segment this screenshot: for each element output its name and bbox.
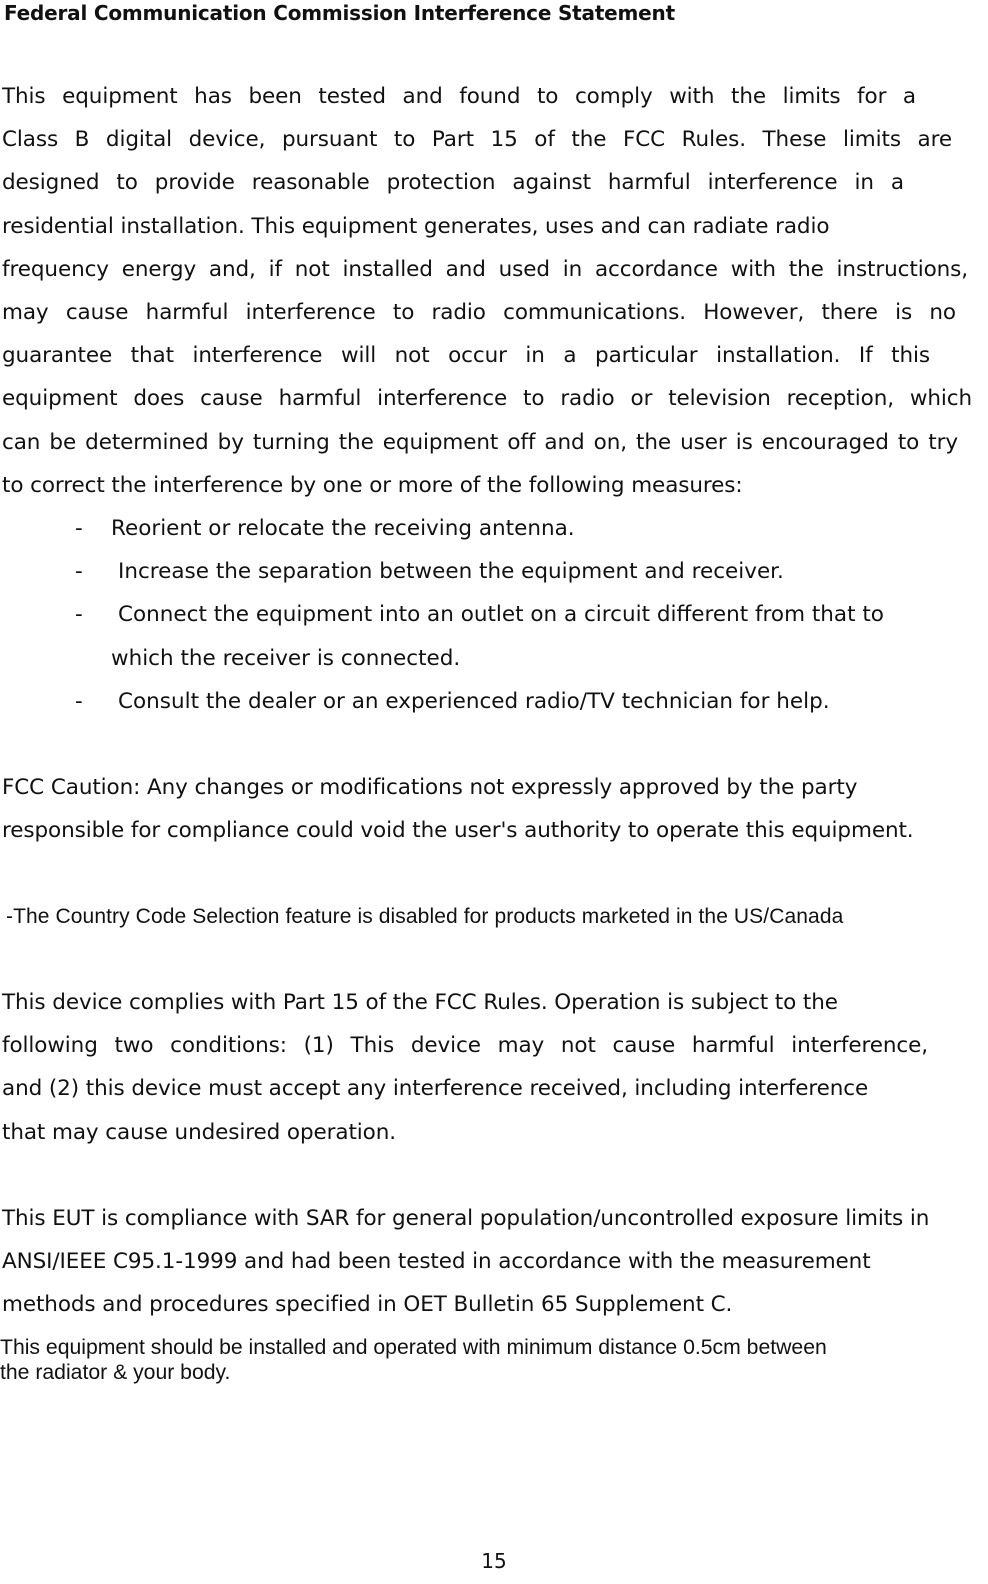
paragraph-line: designed to provide reasonable protection against harmful interference in a <box>2 170 904 196</box>
paragraph-line: and (2) this device must accept any interference received, including interference <box>2 1076 869 1102</box>
paragraph-line: This EUT is compliance with SAR for general population/uncontrolled exposure limits in <box>2 1206 930 1231</box>
list-item-text: Increase the separation between the equipment and receiver. <box>118 559 784 585</box>
paragraph-line: may cause harmful interference to radio communications. However, there is no <box>2 299 956 325</box>
list-item <box>75 550 884 593</box>
part15-paragraph <box>2 981 928 1154</box>
paragraph-line: frequency energy and, if not installed and used in accordance with the instructions, <box>2 256 968 282</box>
paragraph-line: ANSI/IEEE C95.1-1999 and had been tested in accordance with the measurement <box>2 1249 871 1275</box>
sar-paragraph <box>2 1197 929 1327</box>
list-item <box>75 593 884 636</box>
dash-marker: - <box>75 602 83 628</box>
paragraph-line: equipment does cause harmful interference to radio or television reception, which <box>2 386 972 412</box>
paragraph-line: can be determined by turning the equipment off and on, the user is encouraged to try <box>2 429 958 455</box>
list-item-continuation <box>75 637 884 680</box>
dash-marker: - <box>75 688 83 714</box>
list-item-text: Connect the equipment into an outlet on a circuit different from that to <box>118 602 884 628</box>
paragraph-line: guarantee that interference will not occur in a particular installation. If this <box>2 343 930 369</box>
paragraph-line: the radiator & your body. <box>0 1361 231 1384</box>
list-item <box>75 680 884 723</box>
country-code-note: -The Country Code Selection feature is disabled for products marketed in the US/Canada <box>6 905 844 928</box>
paragraph-line: to correct the interference by one or more of the following measures: <box>2 472 743 498</box>
paragraph-line: residential installation. This equipment generates, uses and can radiate radio <box>2 213 830 239</box>
document-title: Federal Communication Commission Interference Statement <box>4 1 675 25</box>
fcc-caution-paragraph <box>2 766 914 852</box>
paragraph-line: responsible for compliance could void the user's authority to operate this equipment. <box>2 818 914 844</box>
dash-marker: - <box>75 559 83 585</box>
page-number: 15 <box>481 1549 507 1573</box>
paragraph-line: FCC Caution: Any changes or modifications not expressly approved by the party <box>2 775 858 800</box>
measures-list <box>75 507 884 723</box>
list-item-text: Reorient or relocate the receiving antenna. <box>111 516 575 541</box>
interference-paragraph <box>2 75 970 507</box>
list-item <box>75 507 884 550</box>
dash-marker: - <box>75 516 83 541</box>
list-item-text: Consult the dealer or an experienced radio/TV technician for help. <box>118 688 830 714</box>
paragraph-line: This equipment should be installed and operated with minimum distance 0.5cm between <box>0 1336 827 1359</box>
paragraph-line: that may cause undesired operation. <box>2 1119 396 1145</box>
paragraph-line: Class B digital device, pursuant to Part 15 of the FCC Rules. These limits are <box>2 127 952 153</box>
distance-note <box>0 1335 988 1385</box>
paragraph-line: methods and procedures specified in OET Bulletin 65 Supplement C. <box>2 1292 733 1318</box>
list-item-text: which the receiver is connected. <box>111 645 461 671</box>
paragraph-line: This device complies with Part 15 of the FCC Rules. Operation is subject to the <box>2 990 838 1015</box>
paragraph-line: This equipment has been tested and found to comply with the limits for a <box>2 84 916 109</box>
paragraph-line: following two conditions: (1) This device may not cause harmful interference, <box>2 1033 928 1059</box>
